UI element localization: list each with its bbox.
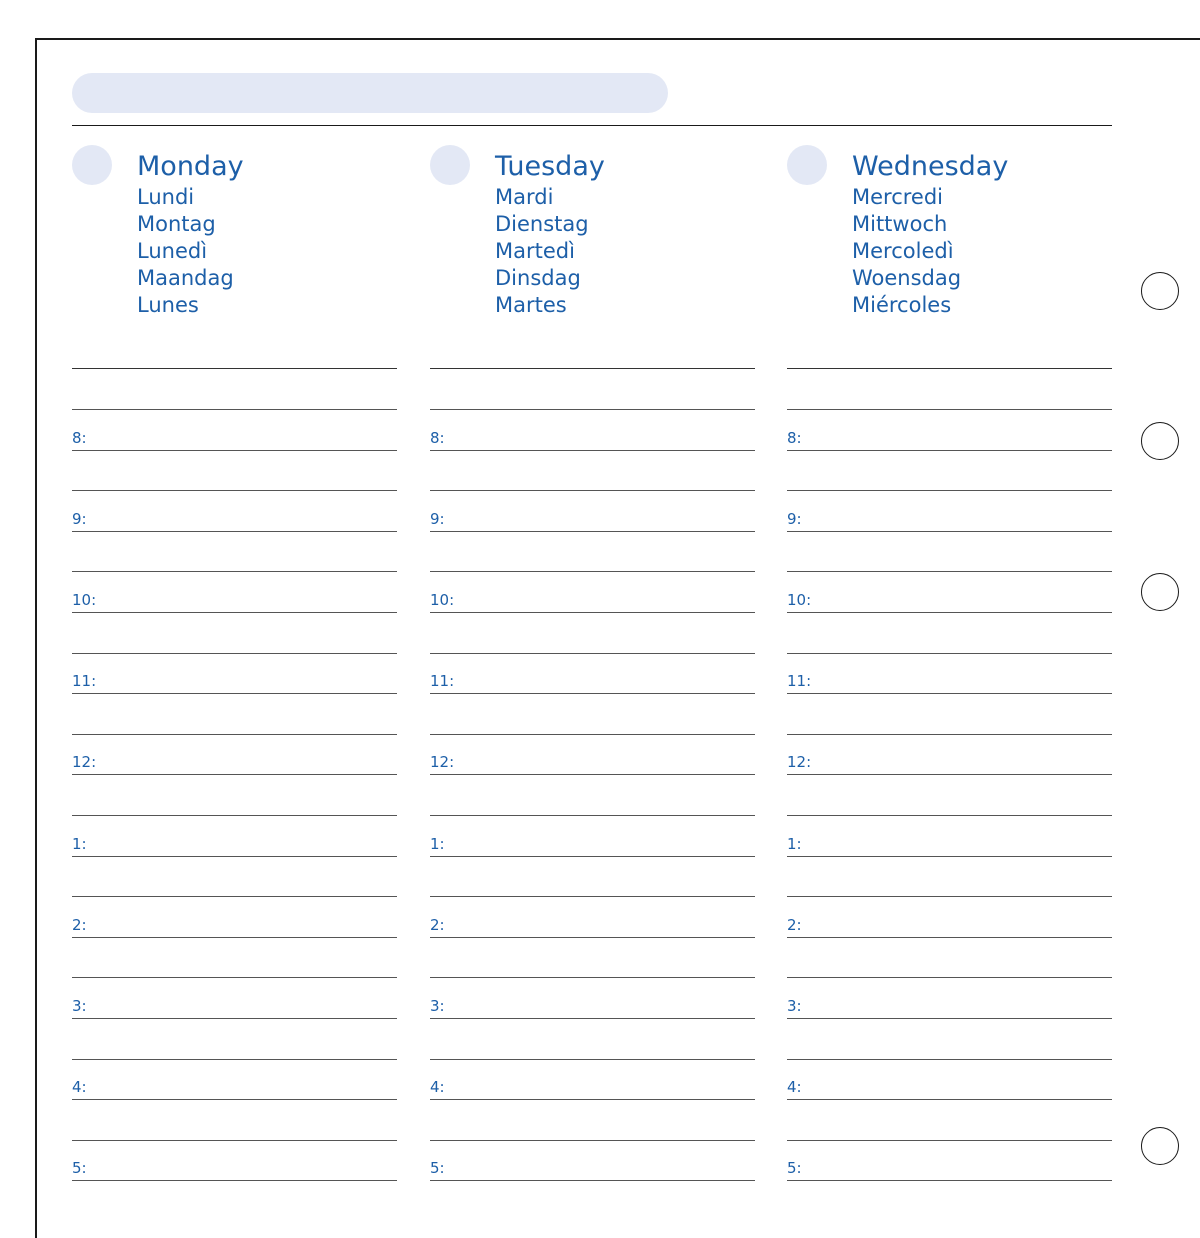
writing-line[interactable] (72, 1140, 397, 1141)
hour-label: 9: (430, 509, 445, 528)
writing-line[interactable] (72, 693, 397, 694)
writing-line[interactable] (72, 409, 397, 410)
day-translation: Montag (137, 212, 216, 236)
hour-label: 11: (72, 672, 97, 691)
writing-line[interactable] (787, 774, 1112, 775)
hour-label: 11: (787, 672, 812, 691)
writing-line[interactable] (787, 856, 1112, 857)
writing-line[interactable] (430, 612, 755, 613)
writing-line[interactable] (430, 531, 755, 532)
writing-line[interactable] (72, 1059, 397, 1060)
day-header-divider (72, 368, 397, 369)
day-translation: Maandag (137, 266, 234, 290)
writing-line[interactable] (72, 450, 397, 451)
day-title: Tuesday (495, 151, 605, 182)
writing-line[interactable] (72, 490, 397, 491)
hour-label: 3: (787, 997, 802, 1015)
writing-line[interactable] (430, 450, 755, 451)
writing-line[interactable] (430, 571, 755, 572)
day-translation: Martedì (495, 239, 575, 263)
writing-line[interactable] (72, 1018, 397, 1019)
writing-line[interactable] (72, 937, 397, 938)
writing-line[interactable] (787, 693, 1112, 694)
writing-line[interactable] (430, 856, 755, 857)
day-marker-circle[interactable] (430, 145, 470, 185)
hour-label: 8: (430, 428, 445, 447)
day-translation: Miércoles (852, 293, 952, 317)
day-translation: Lunedì (137, 239, 208, 263)
hour-label: 12: (72, 753, 97, 772)
writing-line[interactable] (787, 1059, 1112, 1060)
hour-label: 11: (430, 672, 455, 691)
writing-line[interactable] (430, 1059, 755, 1060)
writing-line[interactable] (787, 937, 1112, 938)
day-translation: Lundi (137, 185, 195, 209)
writing-line[interactable] (787, 612, 1112, 613)
hour-label: 10: (430, 591, 455, 609)
writing-line[interactable] (787, 490, 1112, 491)
day-marker-circle[interactable] (72, 145, 112, 185)
writing-line[interactable] (72, 774, 397, 775)
writing-line[interactable] (72, 856, 397, 857)
binder-hole (1141, 573, 1179, 611)
hour-label: 10: (787, 591, 812, 609)
binder-hole (1141, 1127, 1179, 1165)
hour-label: 12: (787, 753, 812, 772)
writing-line[interactable] (787, 653, 1112, 654)
hour-label: 1: (430, 834, 445, 853)
day-title: Wednesday (852, 151, 1009, 182)
writing-line[interactable] (72, 815, 397, 816)
writing-line[interactable] (72, 531, 397, 532)
writing-line[interactable] (787, 1099, 1112, 1100)
hour-label: 2: (72, 915, 87, 934)
writing-line[interactable] (787, 977, 1112, 978)
writing-line[interactable] (787, 1140, 1112, 1141)
day-name-block (852, 150, 1008, 319)
hour-label: 2: (787, 915, 802, 934)
writing-line[interactable] (72, 734, 397, 735)
writing-line[interactable] (430, 937, 755, 938)
writing-line[interactable] (430, 653, 755, 654)
hour-label: 4: (72, 1078, 87, 1097)
day-header-divider (430, 368, 755, 369)
hour-label: 4: (430, 1078, 445, 1097)
writing-line[interactable] (787, 409, 1112, 410)
hour-label: 5: (787, 1159, 802, 1178)
day-translation: Mercoledì (852, 239, 954, 263)
writing-line[interactable] (430, 1140, 755, 1141)
writing-line[interactable] (787, 571, 1112, 572)
day-translation: Martes (495, 293, 567, 317)
writing-line[interactable] (430, 774, 755, 775)
writing-line[interactable] (72, 1180, 397, 1181)
hour-label: 3: (430, 997, 445, 1015)
hour-label: 5: (430, 1159, 445, 1178)
day-translation: Mercredi (852, 185, 944, 209)
writing-line[interactable] (430, 490, 755, 491)
day-translation: Dinsdag (495, 266, 581, 290)
hour-label: 9: (72, 509, 87, 528)
writing-line[interactable] (72, 653, 397, 654)
writing-line[interactable] (430, 1099, 755, 1100)
writing-line[interactable] (787, 531, 1112, 532)
binder-hole (1141, 422, 1179, 460)
hour-label: 4: (787, 1078, 802, 1097)
day-translation: Lunes (137, 293, 199, 317)
day-header-divider (787, 368, 1112, 369)
writing-line[interactable] (787, 1180, 1112, 1181)
writing-line[interactable] (787, 450, 1112, 451)
writing-line[interactable] (430, 896, 755, 897)
writing-line[interactable] (787, 815, 1112, 816)
hour-label: 1: (72, 834, 87, 853)
hour-label: 8: (787, 428, 802, 447)
hour-label: 8: (72, 428, 87, 447)
writing-line[interactable] (72, 977, 397, 978)
writing-line[interactable] (430, 409, 755, 410)
day-translation: Woensdag (852, 266, 962, 290)
hour-label: 2: (430, 915, 445, 934)
day-name-block (137, 150, 244, 319)
day-title: Monday (137, 151, 244, 182)
hour-label: 9: (787, 509, 802, 528)
hour-label: 12: (430, 753, 455, 772)
day-column-0 (72, 0, 397, 1200)
writing-line[interactable] (430, 1018, 755, 1019)
hour-label: 3: (72, 997, 87, 1015)
writing-line[interactable] (72, 612, 397, 613)
writing-line[interactable] (787, 896, 1112, 897)
writing-line[interactable] (72, 896, 397, 897)
writing-line[interactable] (430, 815, 755, 816)
writing-line[interactable] (787, 1018, 1112, 1019)
day-translation: Mittwoch (852, 212, 948, 236)
writing-line[interactable] (72, 571, 397, 572)
day-name-block (495, 150, 605, 319)
writing-line[interactable] (430, 693, 755, 694)
binder-hole (1141, 272, 1179, 310)
day-translation: Mardi (495, 185, 554, 209)
hour-label: 5: (72, 1159, 87, 1178)
day-marker-circle[interactable] (787, 145, 827, 185)
hour-label: 1: (787, 834, 802, 853)
hour-label: 10: (72, 591, 97, 609)
writing-line[interactable] (787, 734, 1112, 735)
writing-line[interactable] (72, 1099, 397, 1100)
day-translation: Dienstag (495, 212, 589, 236)
day-column-2 (787, 0, 1112, 1200)
writing-line[interactable] (430, 734, 755, 735)
writing-line[interactable] (430, 1180, 755, 1181)
writing-line[interactable] (430, 977, 755, 978)
day-column-1 (430, 0, 755, 1200)
